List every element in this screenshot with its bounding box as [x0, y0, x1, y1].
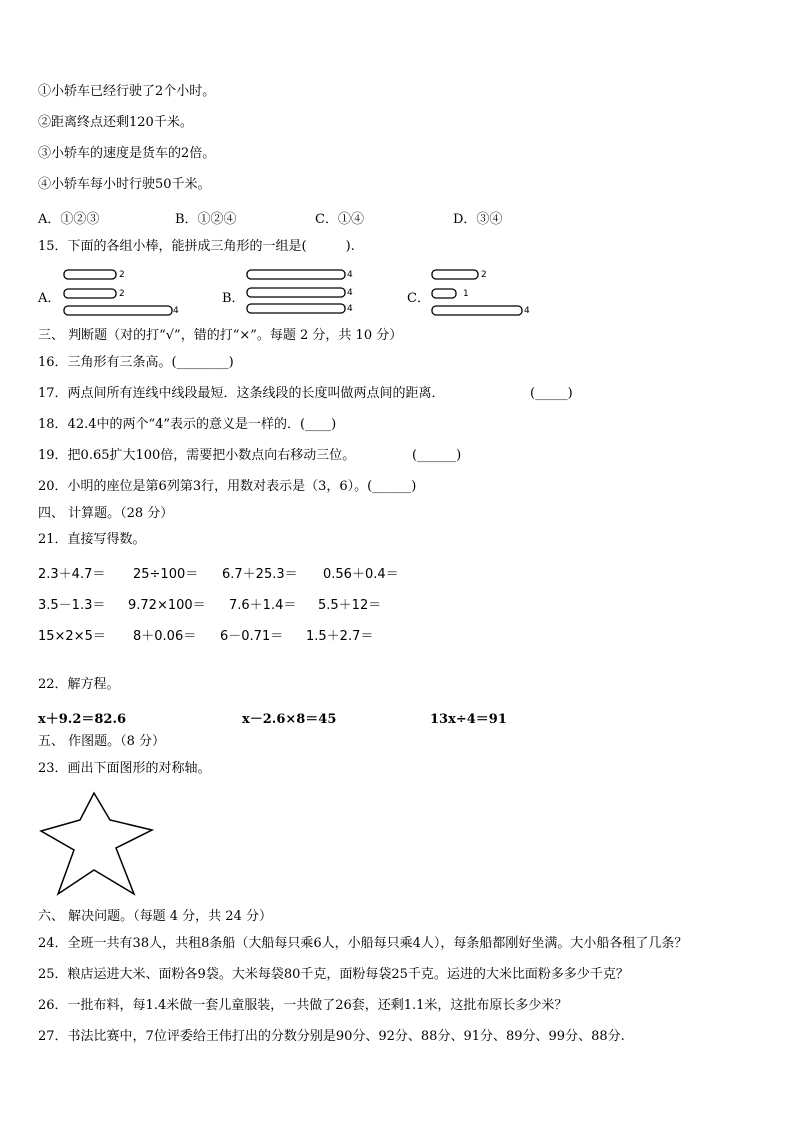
option-a-label[interactable]: A．: [38, 291, 61, 306]
calc-item: 7.6＋1.4＝: [229, 598, 297, 613]
stick-length: 2: [119, 289, 125, 299]
calc-item: 6－0.71＝: [220, 629, 284, 644]
calc-item: 1.5＋2.7＝: [306, 629, 374, 644]
stick-length: 4: [347, 288, 353, 298]
section-heading-4: 四、 计算题。（28 分）: [38, 506, 174, 521]
section-heading-5: 五、 作图题。（8 分）: [38, 734, 166, 749]
question-19: 19．把0.65扩大100倍，需要把小数点向右移动三位。: [38, 448, 356, 463]
option-c-label[interactable]: C．: [407, 291, 430, 306]
stick: [432, 306, 522, 315]
stick-length: 2: [481, 270, 487, 280]
section-heading-3: 三、 判断题（对的打“√”，错的打“×”。每题 2 分，共 10 分）: [38, 328, 403, 343]
stick: [247, 270, 345, 279]
answer-blank-19[interactable]: (______): [412, 448, 462, 463]
calc-item: 5.5＋12＝: [318, 598, 382, 613]
statement-3: ③小轿车的速度是货车的2倍。: [38, 146, 216, 161]
stick-length: 4: [347, 270, 353, 280]
question-22: 22．解方程。: [38, 677, 120, 692]
star-figure: [38, 790, 156, 902]
statement-2: ②距离终点还剩120千米。: [38, 115, 193, 130]
stick: [247, 288, 345, 297]
calc-item: 0.56＋0.4＝: [323, 567, 399, 582]
option-b[interactable]: B．①②④: [175, 212, 237, 227]
question-18: 18．42.4中的两个“4”表示的意义是一样的．(____): [38, 417, 337, 432]
stick-length: 1: [463, 289, 469, 299]
option-b-label[interactable]: B．: [222, 291, 245, 306]
statement-1: ①小轿车已经行驶了2个小时。: [38, 84, 216, 99]
equation-2: x－2.6×8＝45: [242, 712, 337, 727]
question-15: 15．下面的各组小棒，能拼成三角形的一组是( ).: [38, 239, 355, 254]
answer-blank-17[interactable]: (_____): [530, 386, 573, 401]
stick: [64, 306, 172, 315]
calc-item: 25÷100＝: [133, 567, 199, 582]
calc-item: 8＋0.06＝: [133, 629, 197, 644]
stick: [432, 270, 478, 279]
question-26: 26．一批布料，每1.4米做一套儿童服装，一共做了26套，还剩1.1米，这批布原长多少米？: [38, 998, 568, 1013]
stick-length: 4: [347, 304, 353, 314]
option-c[interactable]: C．①④: [315, 212, 364, 227]
question-23: 23．画出下面图形的对称轴。: [38, 761, 211, 776]
stick-length: 4: [524, 306, 530, 316]
stick: [64, 270, 116, 279]
calc-item: 3.5－1.3＝: [38, 598, 106, 613]
option-a[interactable]: A．①②③: [38, 212, 100, 227]
question-21: 21．直接写得数。: [38, 532, 146, 547]
question-16: 16．三角形有三条高。(________): [38, 355, 234, 370]
question-25: 25．粮店运进大米、面粉各9袋。大米每袋80千克，面粉每袋25千克。运进的大米比面粉多多少千克？: [38, 967, 629, 982]
calc-item: 2.3＋4.7＝: [38, 567, 106, 582]
question-20: 20．小明的座位是第6列第3行，用数对表示是（3，6）。(______): [38, 479, 417, 494]
calc-item: 6.7＋25.3＝: [222, 567, 298, 582]
calc-item: 15×2×5＝: [38, 629, 106, 644]
stick: [432, 289, 456, 298]
equation-3: 13x÷4＝91: [430, 712, 507, 727]
stick-length: 4: [173, 306, 179, 316]
question-17: 17．两点间所有连线中线段最短．这条线段的长度叫做两点间的距离．: [38, 386, 445, 401]
question-27: 27．书法比赛中，7位评委给王伟打出的分数分别是90分、92分、88分、91分、89分、99分、88分.: [38, 1029, 625, 1044]
stick-length: 2: [119, 270, 125, 280]
option-d[interactable]: D．③④: [453, 212, 503, 227]
stick-group-b: [245, 268, 355, 320]
six-pointed-star: [41, 793, 152, 894]
stick: [64, 289, 116, 298]
equation-1: x＋9.2＝82.6: [38, 712, 127, 727]
stick: [247, 304, 345, 313]
calc-item: 9.72×100＝: [128, 598, 206, 613]
section-heading-6: 六、 解决问题。（每题 4 分，共 24 分）: [38, 909, 272, 924]
statement-4: ④小轿车每小时行驶50千米。: [38, 177, 211, 192]
question-24: 24．全班一共有38人，共租8条船（大船每只乘6人，小船每只乘4人），每条船都刚好坐满。大小船各租了几条？: [38, 936, 688, 951]
stick-group-c: [430, 268, 530, 320]
